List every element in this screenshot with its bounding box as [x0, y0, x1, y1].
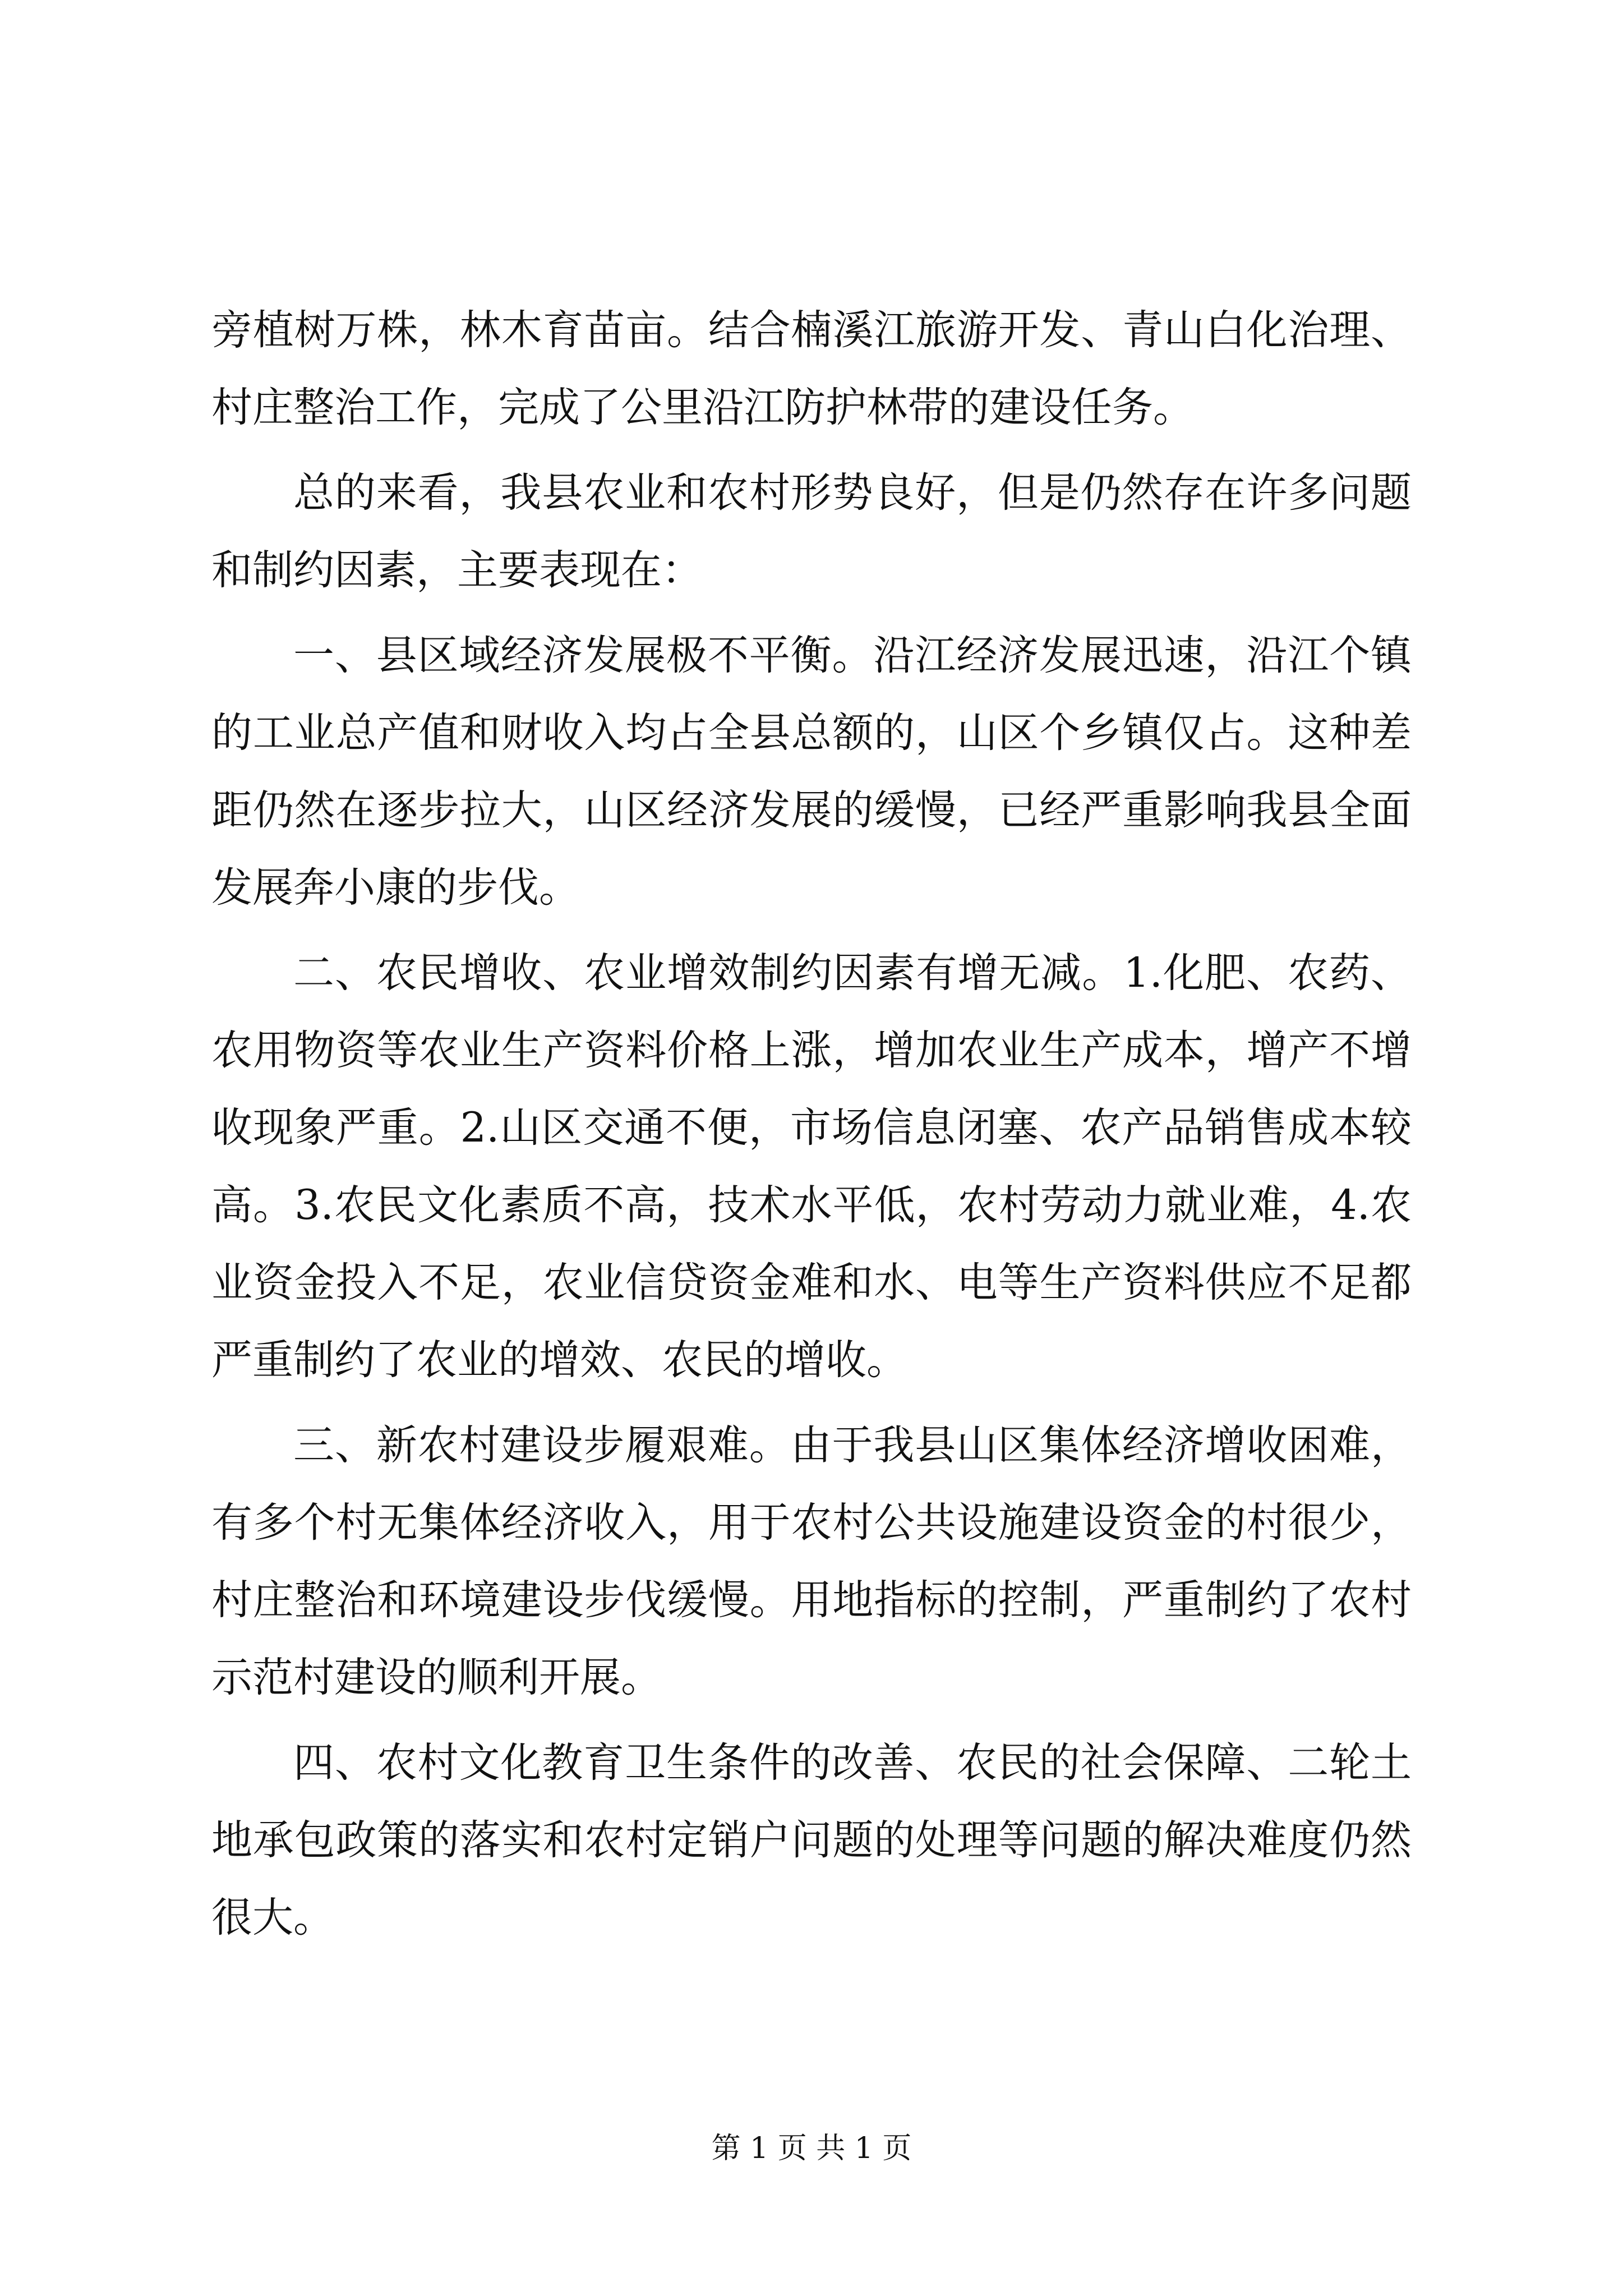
paragraph-summary: 总的来看，我县农业和农村形势良好，但是仍然存在许多问题和制约因素，主要表现在： [211, 469, 1412, 594]
paragraph-continuation: 旁植树万株，林木育苗亩。结合楠溪江旅游开发、青山白化治理、村庄整治工作，完成了公里沿江防护林带的建设任务。 [211, 306, 1412, 431]
paragraph-issue-2: 二、农民增收、农业增效制约因素有增无减。1.化肥、农药、农用物资等农业生产资料价格上涨，增加农业生产成本，增产不增收现象严重。2.山区交通不便，市场信息闭塞、农产品销售成本较高。3.农民文化素质不高，技术水平低，农村劳动力就业难，4.农业资金投入不足，农业信贷资金难和水、电等生产资料供应不足都严重制约了农业的增效、农民的增收。 [211, 949, 1412, 1384]
page-number-footer: 第 1 页 共 1 页 [711, 2132, 912, 2165]
paragraph-issue-1: 一、县区域经济发展极不平衡。沿江经济发展迅速，沿江个镇的工业总产值和财收入均占全县总额的，山区个乡镇仅占。这种差距仍然在逐步拉大，山区经济发展的缓慢，已经严重影响我县全面发展奔小康的步伐。 [211, 632, 1412, 912]
paragraph-issue-3: 三、新农村建设步履艰难。由于我县山区集体经济增收困难，有多个村无集体经济收入，用于农村公共设施建设资金的村很少，村庄整治和环境建设步伐缓慢。用地指标的控制，严重制约了农村示范村建设的顺利开展。 [211, 1421, 1412, 1701]
paragraph-issue-4: 四、农村文化教育卫生条件的改善、农民的社会保障、二轮土地承包政策的落实和农村定销户问题的处理等问题的解决难度仍然很大。 [211, 1739, 1412, 1941]
document-body [211, 292, 1412, 1964]
